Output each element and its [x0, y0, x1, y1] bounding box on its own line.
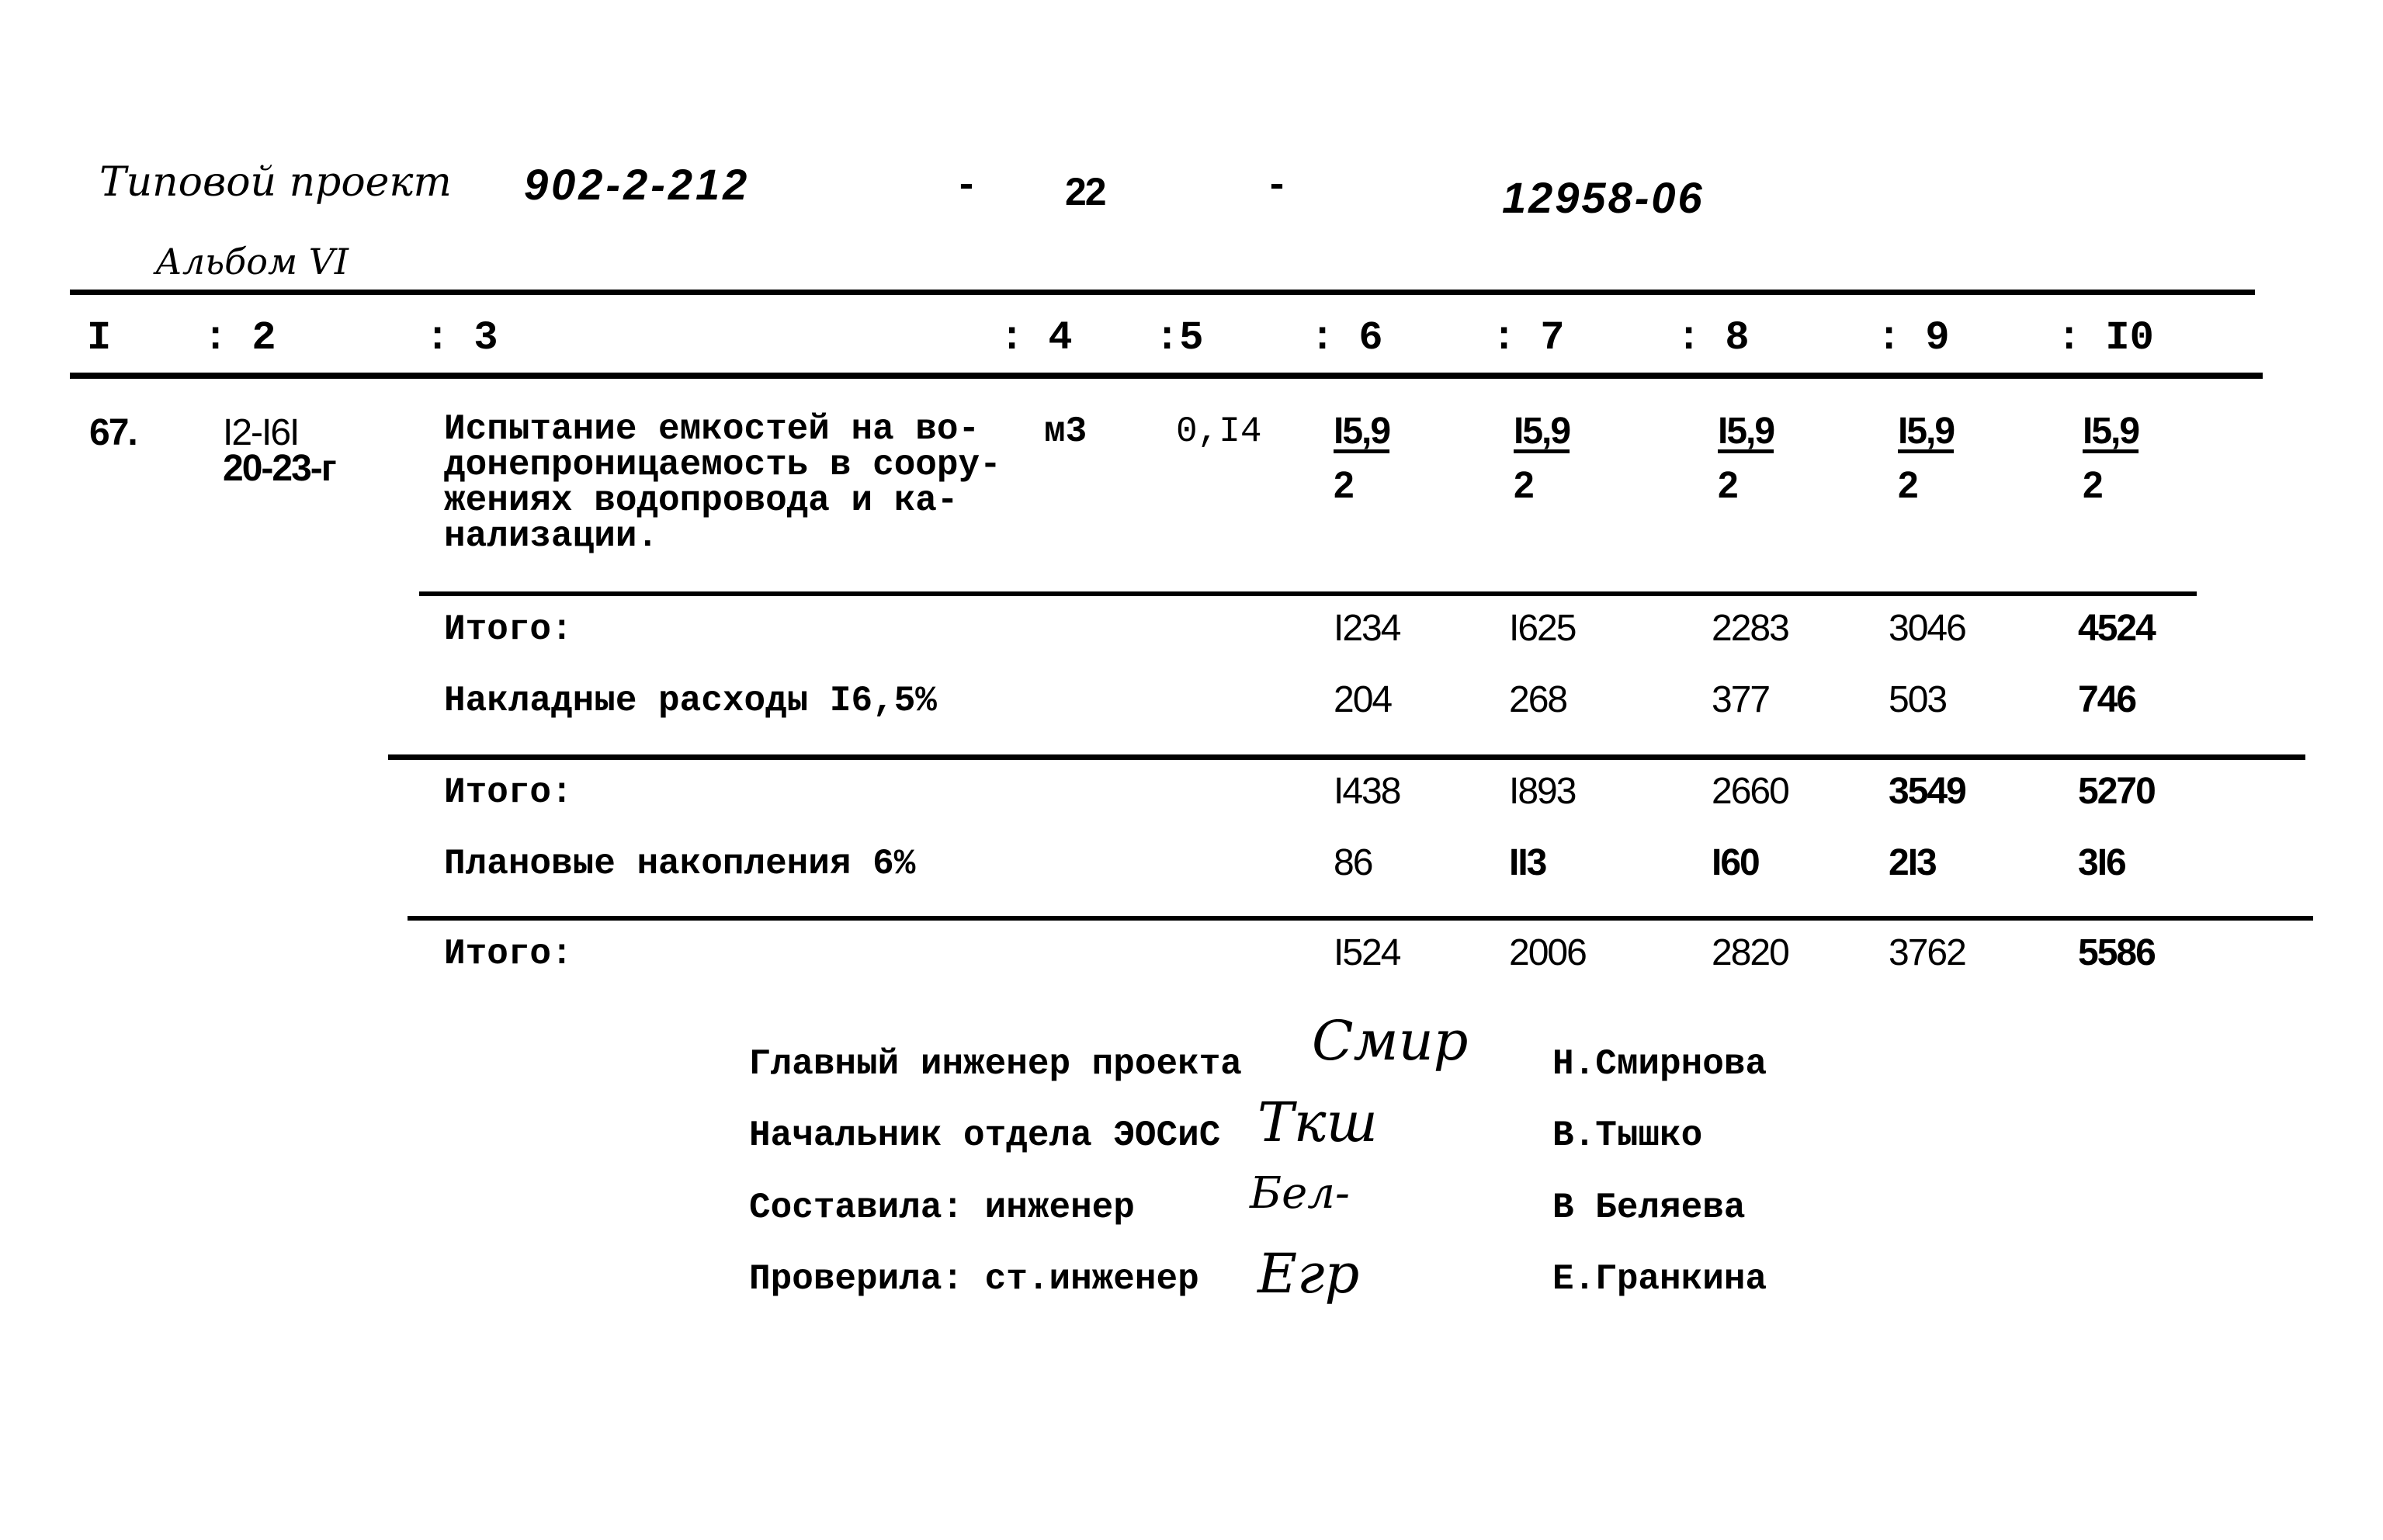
summary-value-col7: 2006 — [1509, 932, 1586, 973]
summary-label: Итого: — [444, 934, 573, 974]
summary-value-col7: I625 — [1509, 608, 1576, 649]
summary-value-col6: 204 — [1334, 679, 1392, 720]
summary-value-col8: 2660 — [1712, 771, 1788, 812]
description-line: Испытание емкостей на во- — [444, 409, 980, 449]
column-header-7: : 7 — [1492, 315, 1565, 361]
price-bottom-col9: 2 — [1898, 465, 1917, 506]
item-unit: м3 — [1044, 411, 1087, 452]
signature-role: Главный инженер проекта — [749, 1044, 1242, 1084]
summary-value-col8: I60 — [1712, 842, 1759, 883]
description-line: донепроницаемость в соору- — [444, 445, 1001, 485]
item-quantity: 0,I4 — [1176, 411, 1262, 452]
title-label: Типовой проект — [99, 159, 452, 206]
price-top-col8: I5,9 — [1718, 411, 1774, 452]
summary-value-col9: 3549 — [1889, 771, 1965, 812]
summary-value-col7: I893 — [1509, 771, 1576, 812]
handwritten-signature: Смир — [1312, 1009, 1469, 1073]
summary-value-col7: II3 — [1509, 842, 1546, 883]
column-header-6: : 6 — [1310, 315, 1383, 361]
handwritten-signature: Егр — [1257, 1242, 1360, 1306]
item-code-line-2: 20-23-г — [223, 448, 335, 489]
page-number: 22 — [1065, 170, 1105, 213]
price-bottom-col8: 2 — [1718, 465, 1737, 506]
signatory-name: Н.Смирнова — [1552, 1044, 1767, 1084]
summary-value-col8: 2283 — [1712, 608, 1788, 649]
summary-value-col10: 4524 — [2078, 608, 2155, 649]
column-header-8: : 8 — [1677, 315, 1750, 361]
price-top-col6: I5,9 — [1334, 411, 1390, 452]
item-description — [444, 409, 1001, 557]
column-header-3: : 3 — [425, 315, 498, 361]
summary-value-col8: 377 — [1712, 679, 1770, 720]
summary-label: Накладные расходы I6,5% — [444, 681, 937, 721]
top-rule — [70, 290, 2255, 295]
summary-rule-2 — [388, 754, 2305, 760]
header-bottom-rule — [70, 373, 2263, 379]
album-label: Альбом VI — [155, 241, 349, 283]
summary-rule-1 — [419, 591, 2197, 596]
header-dash-2: - — [1265, 165, 1289, 209]
item-code-line-1: I2-I6I — [223, 412, 299, 453]
summary-value-col7: 268 — [1509, 679, 1567, 720]
signature-role: Проверила: ст.инженер — [749, 1259, 1199, 1299]
signatory-name: В Беляева — [1552, 1188, 1746, 1228]
signatory-name: В.Тышко — [1552, 1115, 1703, 1156]
column-header-1: I — [87, 315, 112, 361]
summary-rule-3 — [408, 916, 2313, 921]
summary-value-col10: 5270 — [2078, 771, 2155, 812]
price-bottom-col6: 2 — [1334, 465, 1353, 506]
summary-value-col6: 86 — [1334, 842, 1372, 883]
column-header-2: : 2 — [203, 315, 276, 361]
summary-label: Итого: — [444, 609, 573, 650]
handwritten-signature: Бел- — [1250, 1168, 1350, 1219]
summary-value-col9: 2I3 — [1889, 842, 1936, 883]
item-number: 67. — [89, 412, 137, 453]
description-line: нализации. — [444, 516, 659, 557]
price-top-col7: I5,9 — [1514, 411, 1570, 452]
price-bottom-col7: 2 — [1514, 465, 1533, 506]
summary-value-col10: 746 — [2078, 679, 2136, 720]
signature-role: Начальник отдела ЭОСиС — [749, 1115, 1221, 1156]
column-header-10: : I0 — [2057, 315, 2154, 361]
summary-value-col6: I438 — [1334, 771, 1400, 812]
price-top-col10: I5,9 — [2083, 411, 2139, 452]
signatory-name: Е.Гранкина — [1552, 1259, 1767, 1299]
summary-label: Итого: — [444, 772, 573, 813]
price-top-col9: I5,9 — [1898, 411, 1955, 452]
project-number: 902-2-212 — [524, 160, 751, 209]
column-header-5: :5 — [1155, 315, 1204, 361]
header-dash-1: - — [955, 165, 979, 209]
signature-role: Составила: инженер — [749, 1188, 1135, 1228]
summary-value-col6: I234 — [1334, 608, 1400, 649]
summary-value-col6: I524 — [1334, 932, 1400, 973]
handwritten-signature: Ткш — [1257, 1091, 1378, 1154]
summary-value-col10: 3I6 — [2078, 842, 2125, 883]
column-header-9: : 9 — [1877, 315, 1950, 361]
doc-code: 12958-06 — [1502, 173, 1705, 222]
description-line: жениях водопровода и ка- — [444, 480, 959, 521]
summary-value-col8: 2820 — [1712, 932, 1788, 973]
summary-value-col9: 503 — [1889, 679, 1947, 720]
column-header-4: : 4 — [1000, 315, 1073, 361]
summary-label: Плановые накопления 6% — [444, 844, 916, 884]
price-bottom-col10: 2 — [2083, 465, 2102, 506]
summary-value-col9: 3762 — [1889, 932, 1965, 973]
summary-value-col10: 5586 — [2078, 932, 2155, 973]
summary-value-col9: 3046 — [1889, 608, 1965, 649]
